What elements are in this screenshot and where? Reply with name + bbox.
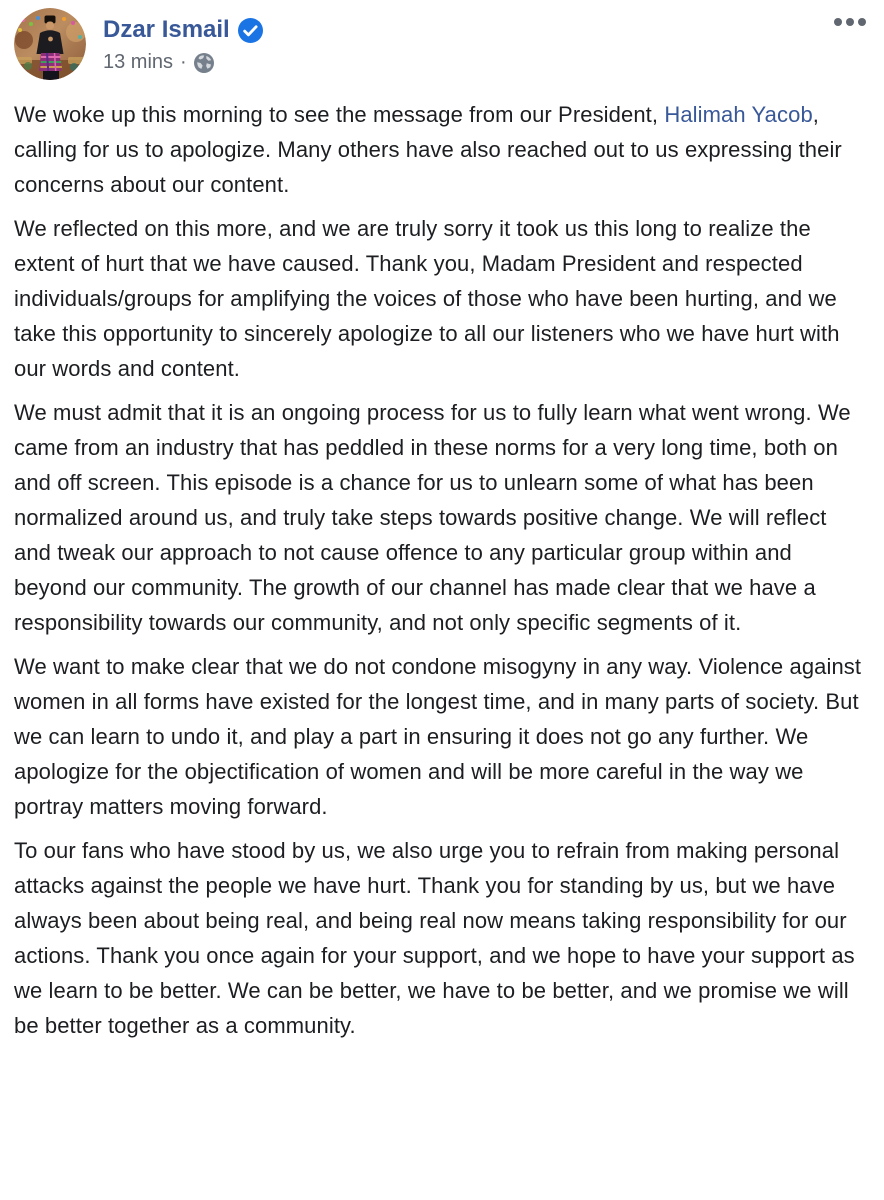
mention-link-halimah-yacob[interactable]: Halimah Yacob [664,102,813,127]
post-header [0,0,884,80]
ellipsis-menu-icon [846,18,854,26]
paragraph-text: , calling for us to apologize. Many others have also reached out to us expressing their concerns about our content. [14,102,842,197]
post-paragraph [14,97,866,202]
verified-badge-icon [238,18,263,43]
avatar[interactable] [14,8,86,80]
post-paragraph: We must admit that it is an ongoing process for us to fully learn what went wrong. We came from an industry that has peddled in these norms for a very long time, both on and off screen. This episode is a chance for us to unlearn some of what has been normalized around us, and truly take steps towards positive change. We will reflect and tweak our approach to not cause offence to any particular group within and beyond our community. The growth of our channel has made clear that we have a responsibility towards our community, and not only specific segments of it. [14,400,851,635]
paragraph-text: We woke up this morning to see the message from our President, [14,102,665,127]
timestamp[interactable]: 13 mins [103,51,174,73]
post-menu-button[interactable] [830,14,870,30]
author-name-row [103,16,263,44]
header-text [103,8,263,73]
ellipsis-menu-icon [858,18,866,26]
ellipsis-menu-icon [834,18,842,26]
post-paragraph: We want to make clear that we do not condone misogyny in any way. Violence against women in all forms have existed for the longest time, and in many parts of society. But we can learn to undo it, and play a part in ensuring it does not go any further. We apologize for the objectification of women and will be more careful in the way we portray matters moving forward. [14,654,862,819]
post-meta-row [103,51,263,73]
author-name[interactable]: Dzar Ismail [103,16,230,43]
meta-separator: · [180,51,187,73]
globe-public-icon [194,53,214,73]
profile-photo [14,8,86,80]
post-paragraph: To our fans who have stood by us, we also urge you to refrain from making personal attacks against the people we have hurt. Thank you for standing by us, but we have always been about being real, and being real now means taking responsibility for our actions. Thank you once again for your support, and we hope to have your support as we learn to be better. We can be better, we have to be better, and we promise we will be better together as a community. [14,838,855,1038]
post-paragraph: We reflected on this more, and we are truly sorry it took us this long to realize the extent of hurt that we have caused. Thank you, Madam President and respected individuals/groups for amplifying the voices of those who have been hurting, and we take this opportunity to sincerely apologize to all our listeners who we have hurt with our words and content. [14,216,840,381]
post-body [0,80,884,1043]
